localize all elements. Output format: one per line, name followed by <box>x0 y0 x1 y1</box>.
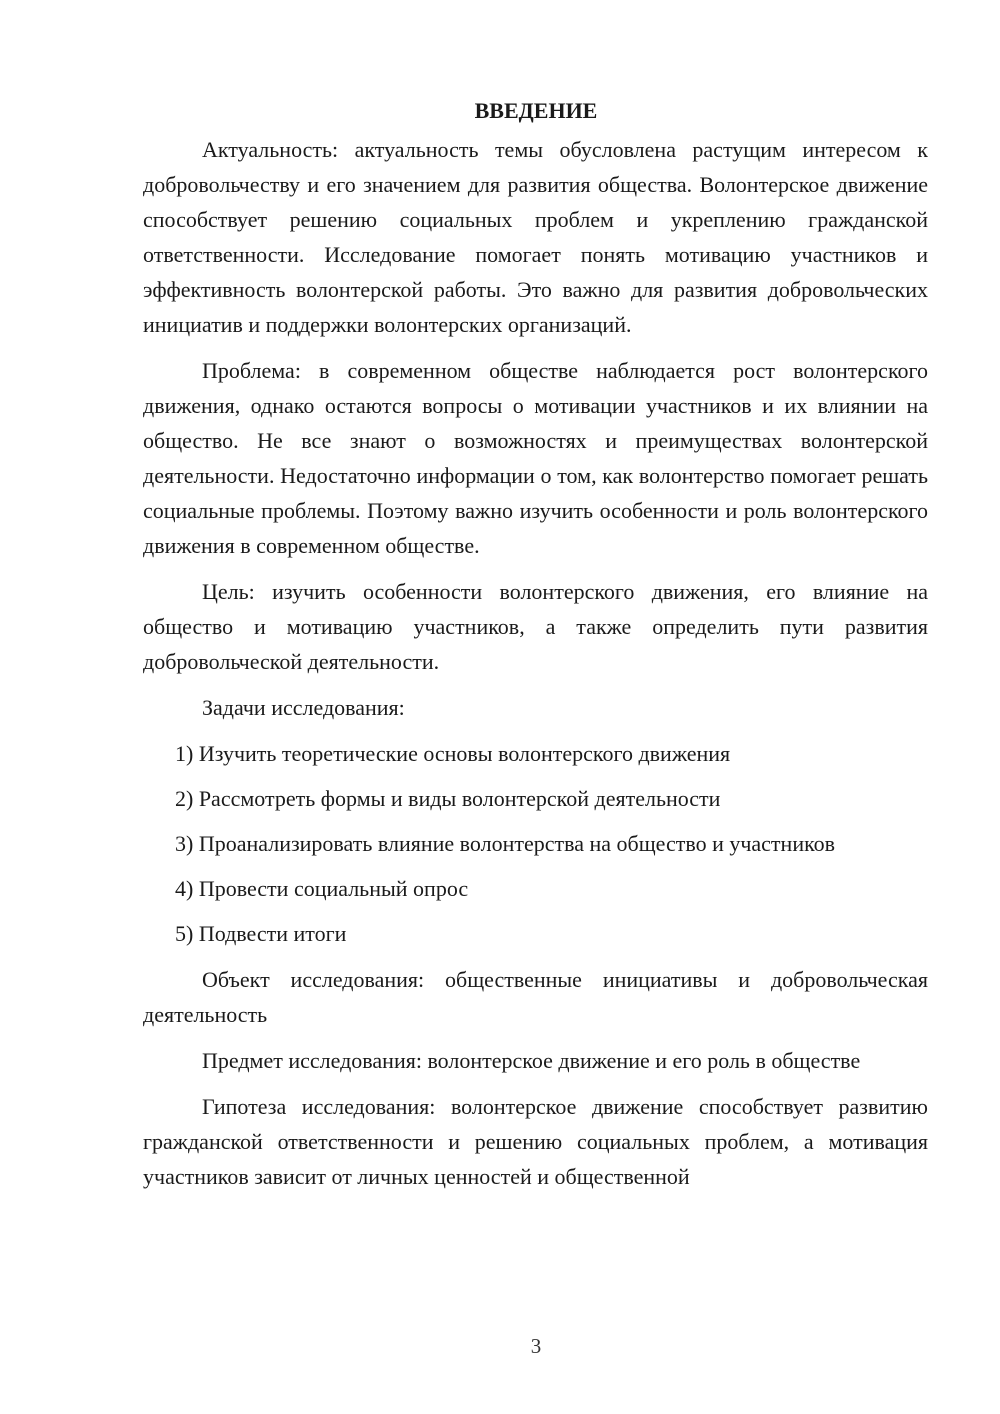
tasks-heading: Задачи исследования: <box>202 695 405 720</box>
hypothesis-paragraph: Гипотеза исследования: волонтерское движение способствует развитию гражданской ответственности и решению социальных проблем, а мотивация участников зависит от личных ценностей и общественной <box>143 1094 928 1189</box>
tasks-list <box>143 736 928 951</box>
document-page <box>143 93 928 1194</box>
goal-paragraph: Цель: изучить особенности волонтерского движения, его влияние на общество и мотивацию участников, а также определить пути развития добровольческой деятельности. <box>143 579 928 674</box>
list-item: 5) Подвести итоги <box>175 921 347 946</box>
list-item: 2) Рассмотреть формы и виды волонтерской деятельности <box>175 786 721 811</box>
page-number: 3 <box>530 1334 542 1358</box>
list-item: 1) Изучить теоретические основы волонтерского движения <box>175 741 731 766</box>
relevance-paragraph: Актуальность: актуальность темы обусловлена растущим интересом к добровольчеству и его значением для развития общества. Волонтерское движение способствует решению социальных проблем и укреплению гражданской ответственности. Исследование помогает понять мотивацию участников и эффективность волонтерской работы. Это важно для развития добровольческих инициатив и поддержки волонтерских организаций. <box>143 137 928 337</box>
section-title: ВВЕДЕНИЕ <box>474 98 598 123</box>
list-item: 4) Провести социальный опрос <box>175 876 469 901</box>
object-paragraph: Объект исследования: общественные инициативы и добровольческая деятельность <box>143 967 928 1027</box>
subject-paragraph: Предмет исследования: волонтерское движение и его роль в обществе <box>202 1048 861 1073</box>
problem-paragraph: Проблема: в современном обществе наблюдается рост волонтерского движения, однако остаются вопросы о мотивации участников и их влиянии на общество. Не все знают о возможностях и преимуществах волонтерской деятельности. Недостаточно информации о том, как волонтерство помогает решать социальные проблемы. Поэтому важно изучить особенности и роль волонтерского движения в современном обществе. <box>143 358 928 558</box>
list-item: 3) Проанализировать влияние волонтерства на общество и участников <box>175 831 836 856</box>
